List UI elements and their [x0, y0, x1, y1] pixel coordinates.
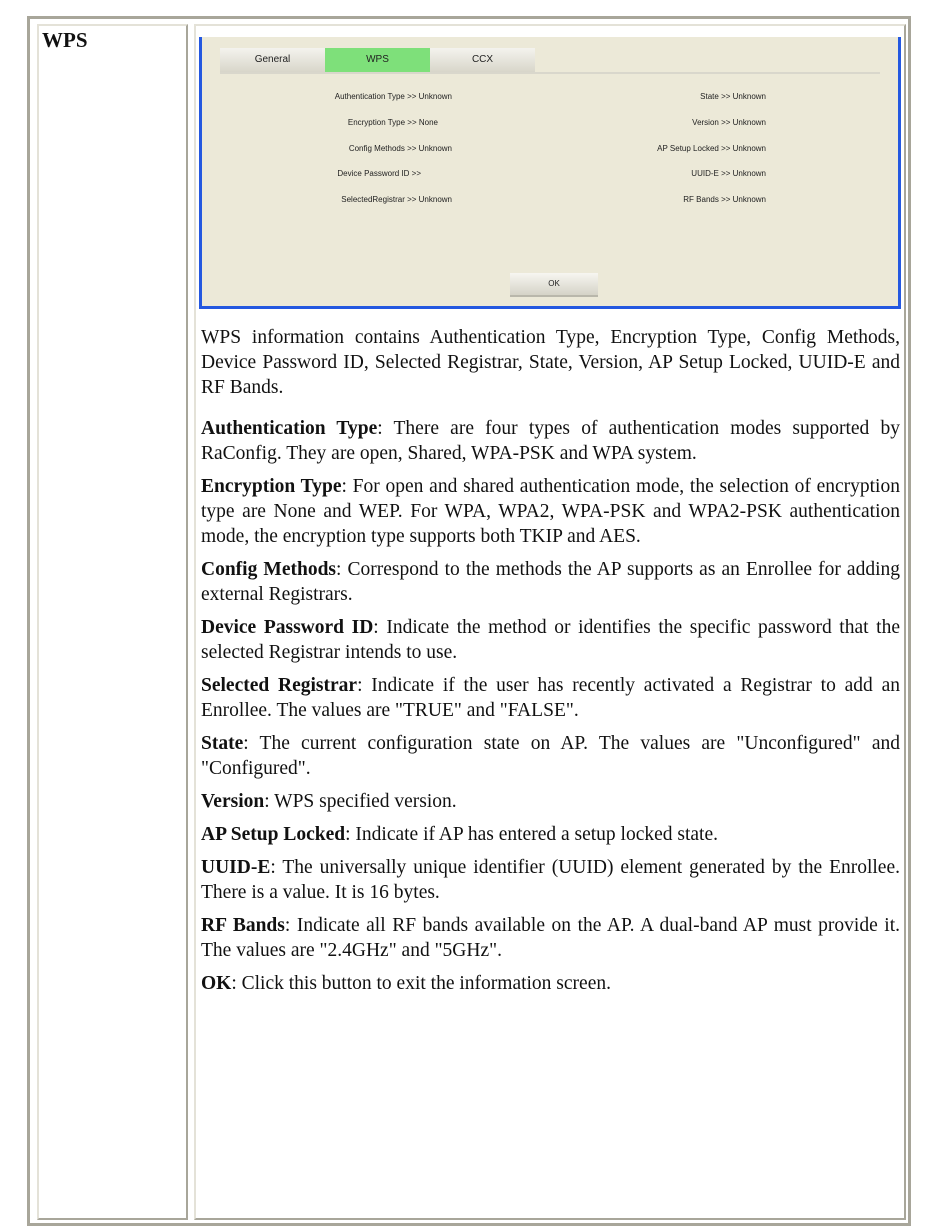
definition — [201, 789, 900, 814]
term: Device Password ID — [201, 617, 374, 638]
encryption-type-field: Encryption Type >> None — [347, 118, 438, 127]
term-description: : The universally unique identifier (UUID) element generated by the Enrollee. There is a value. It is 16 bytes. — [201, 857, 900, 903]
term: Config Methods — [201, 559, 337, 580]
auth-type-field: Authentication Type >> Unknown — [334, 92, 452, 101]
term-description: : There are four types of authentication modes supported by RaConfig. They are open, Shared, WPA-PSK and WPA system. — [201, 418, 900, 464]
state-field: State >> Unknown — [700, 92, 766, 101]
version-field: Version >> Unknown — [692, 118, 766, 127]
definition — [201, 474, 900, 549]
tab-divider — [220, 72, 880, 74]
rf-bands-field: RF Bands >> Unknown — [683, 195, 766, 204]
term-description: : Indicate all RF bands available on the AP. A dual-band AP must provide it. The values are "2.4GHz" and "5GHz". — [201, 915, 900, 961]
term-description: : The current configuration state on AP. The values are "Unconfigured" and "Configured". — [201, 733, 900, 779]
term-description: : Click this button to exit the information screen. — [231, 973, 611, 994]
term-description: : Indicate if AP has entered a setup locked state. — [345, 824, 719, 845]
description — [201, 325, 900, 1004]
definition — [201, 557, 900, 607]
definition — [201, 971, 900, 996]
term: Encryption Type — [201, 476, 342, 497]
config-methods-field: Config Methods >> Unknown — [348, 144, 452, 153]
term-description: : Correspond to the methods the AP supports as an Enrollee for adding external Registrars. — [201, 559, 901, 605]
definition — [201, 416, 900, 466]
term: State — [201, 733, 244, 754]
term: UUID-E — [201, 857, 271, 878]
definition — [201, 855, 900, 905]
definition — [201, 822, 900, 847]
definition — [201, 615, 900, 665]
term: Version — [201, 791, 265, 812]
selected-registrar-field: SelectedRegistrar >> Unknown — [341, 195, 452, 204]
term-description: : Indicate the method or identifies the specific password that the selected Registrar intends to use. — [201, 617, 900, 663]
term: Authentication Type — [201, 418, 378, 439]
wps-dialog-screenshot — [199, 37, 901, 309]
term-description: : WPS specified version. — [264, 791, 457, 812]
term: AP Setup Locked — [201, 824, 346, 845]
label-cell — [37, 24, 188, 1220]
tab-ccx[interactable]: CCX — [430, 48, 535, 72]
intro-paragraph: WPS information contains Authentication Type, Encryption Type, Config Methods, Device Password ID, Selected Registrar, State, Version, AP Setup Locked, UUID-E and RF Bands. — [201, 327, 900, 398]
term: Selected Registrar — [201, 675, 358, 696]
ap-setup-locked-field: AP Setup Locked >> Unknown — [657, 144, 766, 153]
device-password-id-field: Device Password ID >> — [337, 169, 421, 178]
definition — [201, 913, 900, 963]
definition — [201, 673, 900, 723]
tab-general[interactable]: General — [220, 48, 325, 72]
term-description: : For open and shared authentication mode, the selection of encryption type are None and WEP. For WPA, WPA2, WPA-PSK and WPA2-PSK authentication mode, the encryption type supports both TKIP and AES. — [201, 476, 900, 547]
term: OK — [201, 973, 232, 994]
uuid-e-field: UUID-E >> Unknown — [691, 169, 766, 178]
definition — [201, 731, 900, 781]
term-description: : Indicate if the user has recently activated a Registrar to add an Enrollee. The values are "TRUE" and "FALSE". — [201, 675, 900, 721]
term: RF Bands — [201, 915, 285, 936]
ok-button[interactable]: OK — [510, 273, 598, 297]
tab-wps[interactable]: WPS — [325, 48, 430, 72]
section-heading: WPS — [42, 28, 88, 52]
